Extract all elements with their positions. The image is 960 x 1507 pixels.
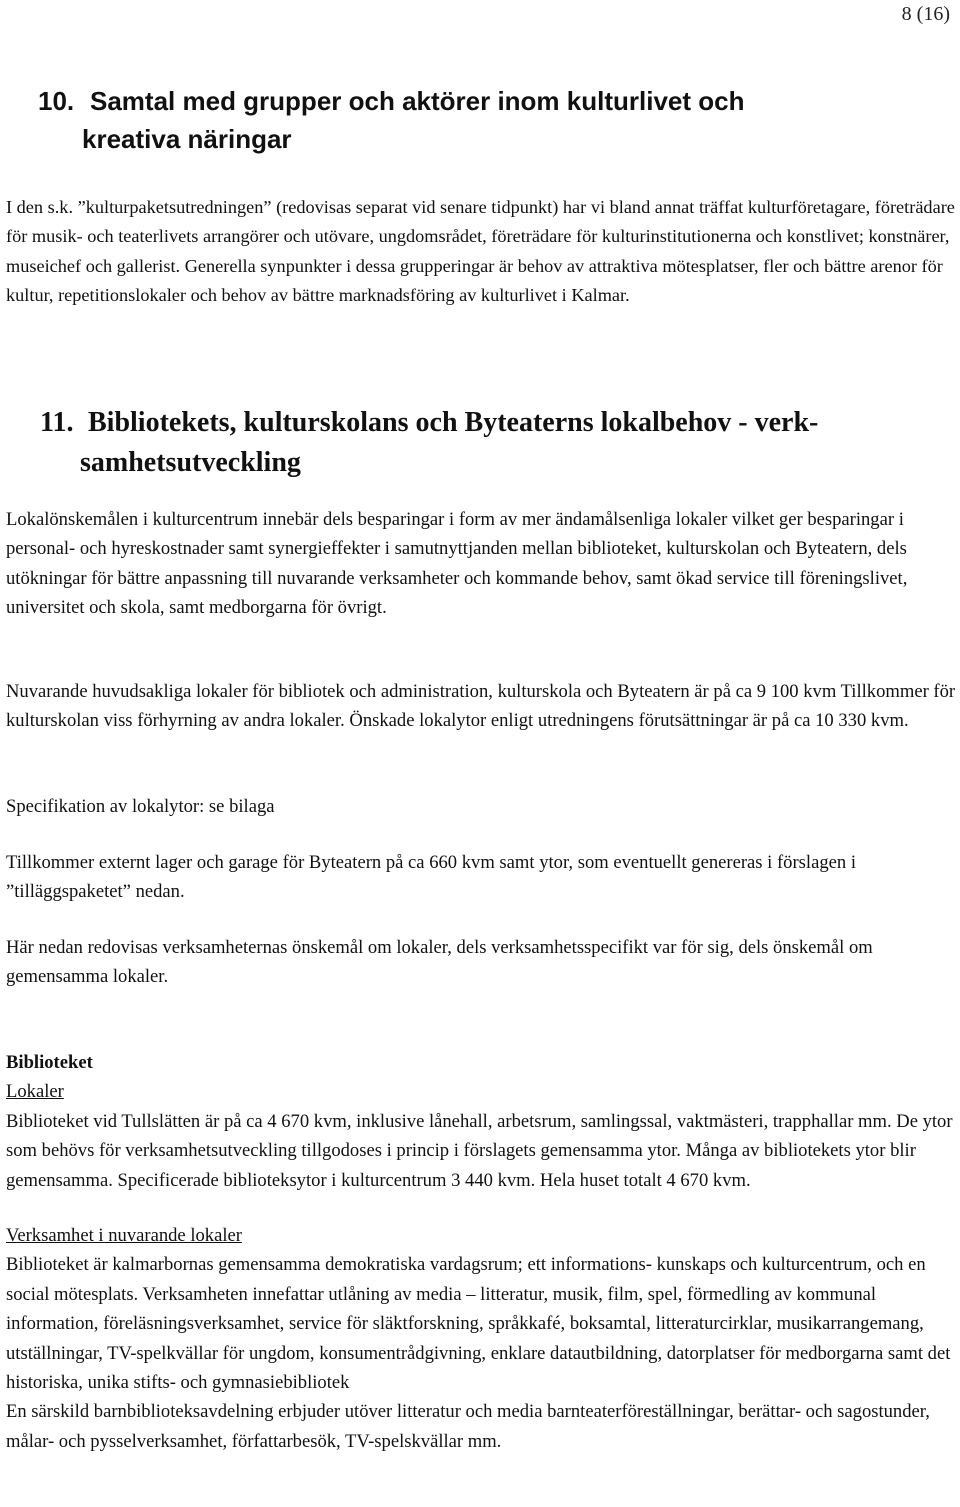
- verksamhet-label: Verksamhet i nuvarande lokaler: [6, 1225, 242, 1247]
- spacer: [6, 1195, 956, 1221]
- section-10-number: 10.: [38, 86, 75, 116]
- section-11-paragraph-4: Tillkommer externt lager och garage för Byteatern på ca 660 kvm samt ytor, som eventuellt genereras i förslagen i ”tilläggspaketet” nedan.: [6, 852, 856, 903]
- section-11-paragraph-5: Här nedan redovisas verksamheternas önskemål om lokaler, dels verksamhetsspecifikt var för sig, dels önskemål om gemensamma lokaler.: [6, 937, 873, 988]
- section-11-paragraph-1: Lokalönskemålen i kulturcentrum innebär dels besparingar i form av mer ändamålsenliga lokaler vilket ger besparingar i personal- och hyreskostnader samt synergieffekter i samutnyttjanden mellan biblioteket, kulturskolan och Byteatern, dels utökningar för bättre anpassning till nuvarande verksamheter och kommande behov, samt ökad service till föreningslivet, universitet och skola, samt medborgarna för övrigt.: [6, 509, 908, 619]
- section-11-title-line1: Bibliotekets, kulturskolans och Byteaterns lokalbehov - verk-: [88, 407, 819, 438]
- section-11-number: 11.: [40, 407, 74, 438]
- page-number: 8 (16): [901, 3, 950, 25]
- section-10-body: I den s.k. ”kulturpaketsutredningen” (redovisas separat vid senare tidpunkt) har vi bland annat träffat kulturföretagare, företrädare för musik- och teaterlivets arrangörer och utövare, ungdomsrådet, företrädare för kulturinstitutionerna och konstlivet; konstnärer, museichef och gallerist. Generella synpunkter i dessa grupperingar är behov av attraktiva mötesplatser, fler och bättre arenor för kultur, repetitionslokaler och behov av bättre marknadsföring av kulturlivet i Kalmar.: [6, 197, 955, 306]
- lokaler-text: Biblioteket vid Tullslätten är på ca 4 670 kvm, inklusive lånehall, arbetsrum, samlingssal, vaktmästeri, trapphallar mm. De ytor som behövs för verksamhetsutveckling tillgodoses i princip i förslagets gemensamma ytor. Många av bibliotekets ytor blir gemensamma. Specificerade biblioteksytor i kulturcentrum 3 440 kvm. Hela huset totalt 4 670 kvm.: [6, 1110, 953, 1191]
- section-11-paragraph-3: Specifikation av lokalytor: se bilaga: [6, 796, 275, 817]
- biblioteket-heading: Biblioteket: [6, 1052, 93, 1073]
- lokaler-label: Lokaler: [6, 1081, 64, 1103]
- section-11-heading: [40, 403, 940, 483]
- biblioteket-section: [6, 1048, 956, 1456]
- section-11-paragraph-2: Nuvarande huvudsakliga lokaler för bibliotek och administration, kulturskola och Byteatern är på ca 9 100 kvm Tillkommer för kulturskolan viss förhyrning av andra lokaler. Önskade lokalytor enligt utredningens förutsättningar är på ca 10 330 kvm.: [6, 681, 956, 732]
- verksamhet-text: Biblioteket är kalmarbornas gemensamma demokratiska vardagsrum; ett informations- kunskaps och kulturcentrum, och en social mötesplats. Verksamheten innefattar utlåning av media – litteratur, musik, film, spel, förmedling av kommunal information, föreläsningsverksamhet, service för släktforskning, språkkafé, boksamtal, litteraturcirklar, musikarrangemang, utställningar, TV-spelkvällar för ungdom, konsumentrådgivning, enklare datautbildning, datorplatser för medborgarna samt det historiska, unika stifts- och gymnasiebibliotek: [6, 1254, 951, 1394]
- section-10-title-line2: kreativa näringar: [82, 124, 292, 154]
- section-11-title-line2: samhetsutveckling: [80, 447, 301, 478]
- section-10-heading: [38, 82, 918, 158]
- barnbibliotek-text: En särskild barnbiblioteksavdelning erbjuder utöver litteratur och media barnteaterföreställningar, berättar- och sagostunder, målar- och pysselverksamhet, författarbesök, TV-spelskvällar mm.: [6, 1401, 930, 1452]
- section-10-title-line1: Samtal med grupper och aktörer inom kulturlivet och: [90, 86, 745, 116]
